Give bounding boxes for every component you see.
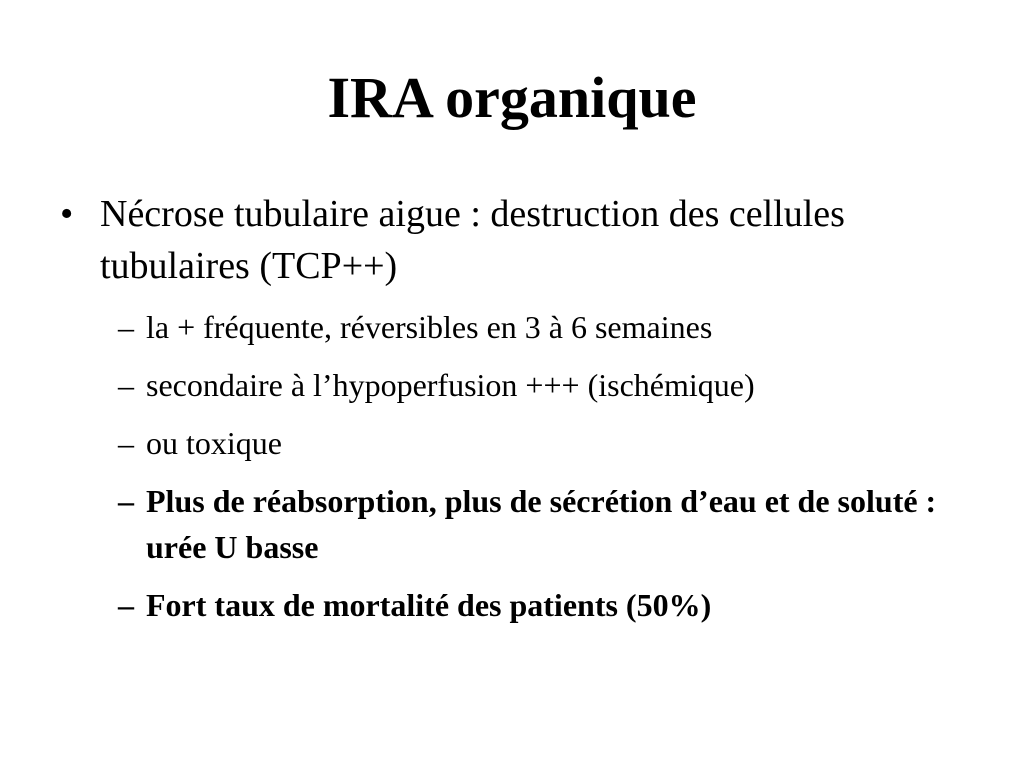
subbullet-text: secondaire à l’hypoperfusion +++ (ischémique) <box>146 367 755 403</box>
subbullet-item <box>0 362 1024 408</box>
slide-title: IRA organique <box>327 65 697 130</box>
subbullet-text: Plus de réabsorption, plus de sécrétion d’eau et de soluté : urée U basse <box>146 483 937 565</box>
subbullet-item-emphasis <box>0 478 1024 570</box>
subbullet-marker: – <box>118 309 134 345</box>
subbullet-text: Fort taux de mortalité des patients (50%) <box>146 587 712 623</box>
subbullet-marker: – <box>118 425 134 461</box>
bullet-item <box>0 188 1024 292</box>
bullet-marker: • <box>60 193 74 235</box>
subbullet-marker: – <box>118 367 134 403</box>
subbullet-text: ou toxique <box>146 425 282 461</box>
subbullet-text: la + fréquente, réversibles en 3 à 6 semaines <box>146 309 713 345</box>
subbullet-item <box>0 304 1024 350</box>
subbullet-marker: – <box>118 587 134 623</box>
bullet-text: Nécrose tubulaire aigue : destruction des cellules tubulaires (TCP++) <box>100 193 845 287</box>
subbullet-item <box>0 420 1024 466</box>
bullet-list <box>0 188 1024 628</box>
subbullet-marker: – <box>118 483 134 519</box>
subbullet-item-emphasis <box>0 582 1024 628</box>
